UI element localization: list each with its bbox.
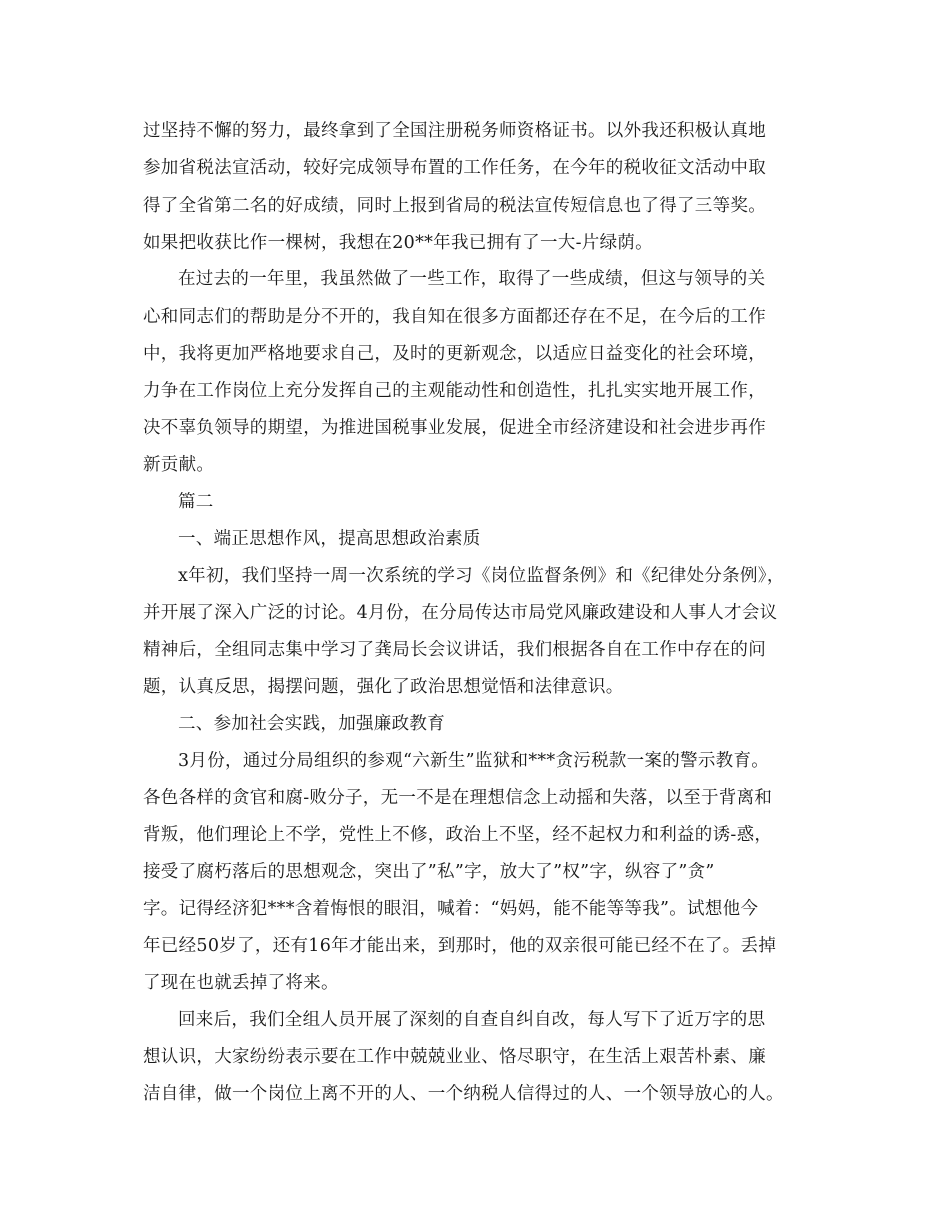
paragraph-line: 新贡献。 (143, 455, 215, 475)
section-heading: 篇二 (178, 492, 214, 512)
paragraph-line: 想认识，大家纷纷表示要在工作中兢兢业业、恪尽职守，在生活上艰苦朴素、廉 (143, 1047, 766, 1067)
paragraph-line: 过坚持不懈的努力，最终拿到了全国注册税务师资格证书。以外我还积极认真地 (143, 121, 766, 141)
paragraph-line: 接受了腐朽落后的思想观念，突出了”私”字，放大了”权”字，纵容了”贪” (143, 862, 715, 882)
paragraph-line: 在过去的一年里，我虽然做了一些工作，取得了一些成绩，但这与领导的关 (178, 269, 766, 289)
paragraph-line: 并开展了深入广泛的讨论。4月份，在分局传达市局党风廉政建设和人事人才会议 (143, 603, 778, 623)
paragraph-line: x年初，我们坚持一周一次系统的学习《岗位监督条例》和《纪律处分条例》， (178, 566, 785, 586)
paragraph-line: 精神后，全组同志集中学习了龚局长会议讲话，我们根据各自在工作中存在的问 (143, 640, 766, 660)
section-heading: 一、端正思想作风，提高思想政治素质 (178, 529, 481, 549)
paragraph-line: 各色各样的贪官和腐-败分子，无一不是在理想信念上动摇和失落，以至于背离和 (143, 788, 773, 808)
paragraph-line: 决不辜负领导的期望，为推进国税事业发展，促进全市经济建设和社会进步再作 (143, 418, 766, 438)
paragraph-line: 字。记得经济犯***含着悔恨的眼泪，喊着：“妈妈，能不能等等我”。试想他今 (143, 899, 759, 919)
paragraph-line: 题，认真反思，揭摆问题，强化了政治思想觉悟和法律意识。 (143, 677, 624, 697)
paragraph-line: 洁自律，做一个岗位上离不开的人、一个纳税人信得过的人、一个领导放心的人。 (143, 1084, 784, 1104)
paragraph-line: 3月份，通过分局组织的参观“六新生”监狱和***贪污税款一案的警示教育。 (178, 751, 770, 771)
paragraph-line: 心和同志们的帮助是分不开的，我自知在很多方面都还存在不足，在今后的工作 (143, 307, 766, 327)
paragraph-line: 了现在也就丢掉了将来。 (143, 973, 339, 993)
section-heading: 二、参加社会实践，加强廉政教育 (178, 714, 445, 734)
paragraph-line: 背叛，他们理论上不学，党性上不修，政治上不坚，经不起权力和利益的诱-惑， (143, 825, 773, 845)
paragraph-line: 得了全省第二名的好成绩，同时上报到省局的税法宣传短信息也了得了三等奖。 (143, 196, 766, 216)
paragraph-line: 回来后，我们全组人员开展了深刻的自查自纠自改，每人写下了近万字的思 (178, 1010, 766, 1030)
paragraph-line: 力争在工作岗位上充分发挥自己的主观能动性和创造性，扎扎实实地开展工作， (143, 381, 766, 401)
paragraph-line: 中，我将更加严格地要求自己，及时的更新观念，以适应日益变化的社会环境， (143, 344, 766, 364)
paragraph-line: 年已经50岁了，还有16年才能出来，到那时，他的双亲很可能已经不在了。丢掉 (143, 936, 777, 956)
paragraph-line: 参加省税法宣活动，较好完成领导布置的工作任务，在今年的税收征文活动中取 (143, 158, 766, 178)
paragraph-line: 如果把收获比作一棵树，我想在20**年我已拥有了一大-片绿荫。 (143, 233, 653, 253)
